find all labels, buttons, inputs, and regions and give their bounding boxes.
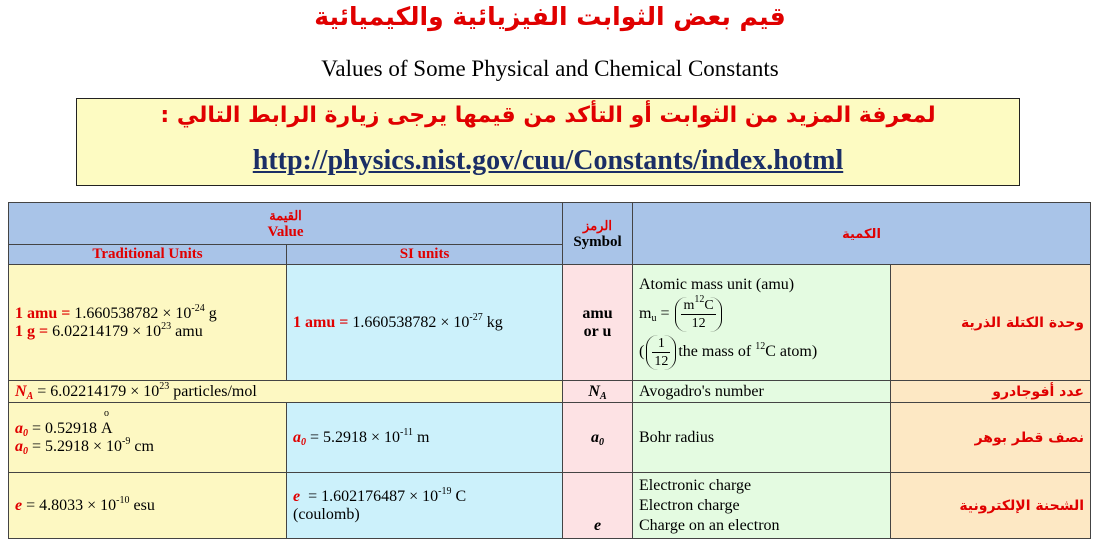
value-header xyxy=(9,203,563,245)
amu-si-value: 1 amu = $1.660538782 \times 10^{-27}$ kg xyxy=(287,265,563,381)
amu-symbol: 1 amu xyxy=(15,304,58,322)
subscript: A xyxy=(599,390,607,402)
unit: g xyxy=(208,304,217,322)
amu-kg-value: 1.660538782 × 10 xyxy=(352,313,470,331)
charge-traditional-value xyxy=(9,473,287,539)
page-title-arabic: قيم بعض الثوابت الفيزيائية والكيميائية xyxy=(314,2,786,31)
unit: kg xyxy=(486,313,503,331)
unit: cm xyxy=(134,437,154,455)
exponent: -11 xyxy=(400,426,414,438)
charge-si-value xyxy=(287,473,563,539)
coulomb-note: (coulomb) xyxy=(293,505,360,523)
bohr-traditional-value xyxy=(9,403,287,473)
amu-quantity-cell xyxy=(633,265,891,381)
carbon-symbol: C xyxy=(704,297,714,313)
exponent: -19 xyxy=(438,485,452,497)
exponent: -10 xyxy=(116,494,130,506)
charge-quantity-name: Electronic charge xyxy=(639,476,752,494)
exponent: 23 xyxy=(161,320,172,332)
unit: C xyxy=(455,487,467,505)
formula-fraction xyxy=(681,293,715,332)
exponent: -24 xyxy=(191,302,205,314)
avogadro-quantity-cell: Avogadro's number xyxy=(633,381,891,403)
charge-symbol: e xyxy=(15,496,23,514)
avogadro-value xyxy=(9,381,563,403)
unit: m xyxy=(417,428,430,446)
avogadro-arabic-name: عدد أفوجادرو xyxy=(891,381,1091,403)
unit: particles/mol xyxy=(173,382,257,400)
table-row xyxy=(9,381,1091,403)
symbol-header-arabic: الرمز xyxy=(583,217,612,233)
fraction-numerator: 1 xyxy=(652,335,670,353)
value-header-arabic: القيمة xyxy=(269,207,302,223)
symbol-text: a xyxy=(591,428,599,446)
exponent: 23 xyxy=(159,380,170,392)
gram-amu-value: 6.02214179 × 10 xyxy=(52,322,162,340)
subscript: u xyxy=(651,312,657,324)
exponent: -9 xyxy=(122,435,131,447)
avogadro-symbol-cell xyxy=(563,381,633,403)
fraction-denominator: 12 xyxy=(654,353,669,369)
amu-arabic-name: وحدة الكتلة الذرية xyxy=(891,265,1091,381)
charge-quantity-name: Charge on an electron xyxy=(639,516,780,534)
angstrom-unit xyxy=(101,407,113,438)
amu-symbol-text: amu xyxy=(582,304,613,322)
subscript: A xyxy=(26,390,34,402)
amu-definition-formula: $m_u$ = $\frac{m^{12}C}{12}$ xyxy=(639,297,884,332)
page-title-english: Values of Some Physical and Chemical Constants xyxy=(321,56,779,81)
angstrom-ring: o xyxy=(104,407,110,419)
exponent: -27 xyxy=(469,311,483,323)
reference-notice-box xyxy=(76,98,1020,186)
fraction-denominator: 12 xyxy=(691,315,706,331)
symbol-header xyxy=(563,203,633,265)
charge-symbol-cell: e xyxy=(563,473,633,539)
amu-traditional-value: 1 amu = $1.660538782 \times 10^{-24}$ g 1 $g = 6.02214179 \times 10^{23}$ amu xyxy=(9,265,287,381)
mass-symbol: m xyxy=(639,304,652,322)
table-row xyxy=(9,265,1091,381)
amu-grams-value: 1.660538782 × 10 xyxy=(74,304,192,322)
traditional-units-header: Traditional Units xyxy=(9,245,287,265)
bohr-m-value: = 5.2918 × 10 xyxy=(310,428,401,446)
gram-symbol: 1 g xyxy=(15,322,35,340)
bohr-symbol: a xyxy=(293,428,301,446)
table-row xyxy=(9,403,1091,473)
amu-quantity-name: Atomic mass unit (amu) xyxy=(639,275,795,293)
charge-quantity-cell xyxy=(633,473,891,539)
quantity-header-arabic: الكمية xyxy=(842,226,881,242)
amu-symbol-cell xyxy=(563,265,633,381)
fraction-numerator-m: m xyxy=(683,297,695,313)
formula-parentheses xyxy=(646,335,676,370)
unit: A xyxy=(101,419,113,437)
bohr-symbol: a xyxy=(15,437,23,455)
table-header-row xyxy=(9,203,1091,245)
symbol-text: N xyxy=(588,382,600,400)
bohr-cm-value: = 5.2918 × 10 xyxy=(32,437,123,455)
unit: esu xyxy=(133,496,155,514)
subscript: 0 xyxy=(23,427,28,439)
subscript: 0 xyxy=(599,436,604,448)
bohr-arabic-name: نصف قطر بوهر xyxy=(891,403,1091,473)
si-units-header: SI units xyxy=(287,245,563,265)
bohr-angstrom-value: = 0.52918 xyxy=(32,419,98,437)
amu-mass-description: ( $\frac{1}{12}$ the mass of $^{12}$C atom) xyxy=(639,335,818,369)
charge-quantity-name: Electron charge xyxy=(639,496,740,514)
isotope-number: 12 xyxy=(755,340,766,352)
isotope-number: 12 xyxy=(694,293,705,305)
avogadro-symbol: N xyxy=(15,382,27,400)
nist-constants-link[interactable]: http://physics.nist.gov/cuu/Constants/index.hotml xyxy=(252,145,844,176)
charge-coulomb-value: = 1.602176487 × 10 xyxy=(308,487,439,505)
subscript: 0 xyxy=(301,436,306,448)
table-row xyxy=(9,473,1091,539)
mass-text: the mass of xyxy=(678,342,752,360)
value-header-english: Value xyxy=(267,223,304,240)
reference-notice-text: لمعرفة المزيد من الثوابت أو التأكد من قيمها يرجى زيارة الرابط التالي : xyxy=(160,103,936,128)
formula-fraction xyxy=(652,335,670,370)
bohr-si-value xyxy=(287,403,563,473)
charge-esu-value: = 4.8033 × 10 xyxy=(26,496,117,514)
charge-arabic-name: الشحنة الإلكترونية xyxy=(891,473,1091,539)
quantity-header xyxy=(633,203,1091,265)
mass-text-end: C atom) xyxy=(765,342,818,360)
avogadro-number-value: = 6.02214179 × 10 xyxy=(37,382,160,400)
subscript: 0 xyxy=(23,445,28,457)
constants-table xyxy=(8,202,1091,539)
bohr-symbol-cell xyxy=(563,403,633,473)
symbol-header-english: Symbol xyxy=(573,233,622,250)
amu-symbol-alt: or u xyxy=(583,322,612,340)
amu-symbol: 1 amu xyxy=(293,313,336,331)
charge-symbol: e xyxy=(293,487,301,505)
unit: amu xyxy=(175,322,203,340)
bohr-symbol: a xyxy=(15,419,23,437)
bohr-quantity-cell: Bohr radius xyxy=(633,403,891,473)
